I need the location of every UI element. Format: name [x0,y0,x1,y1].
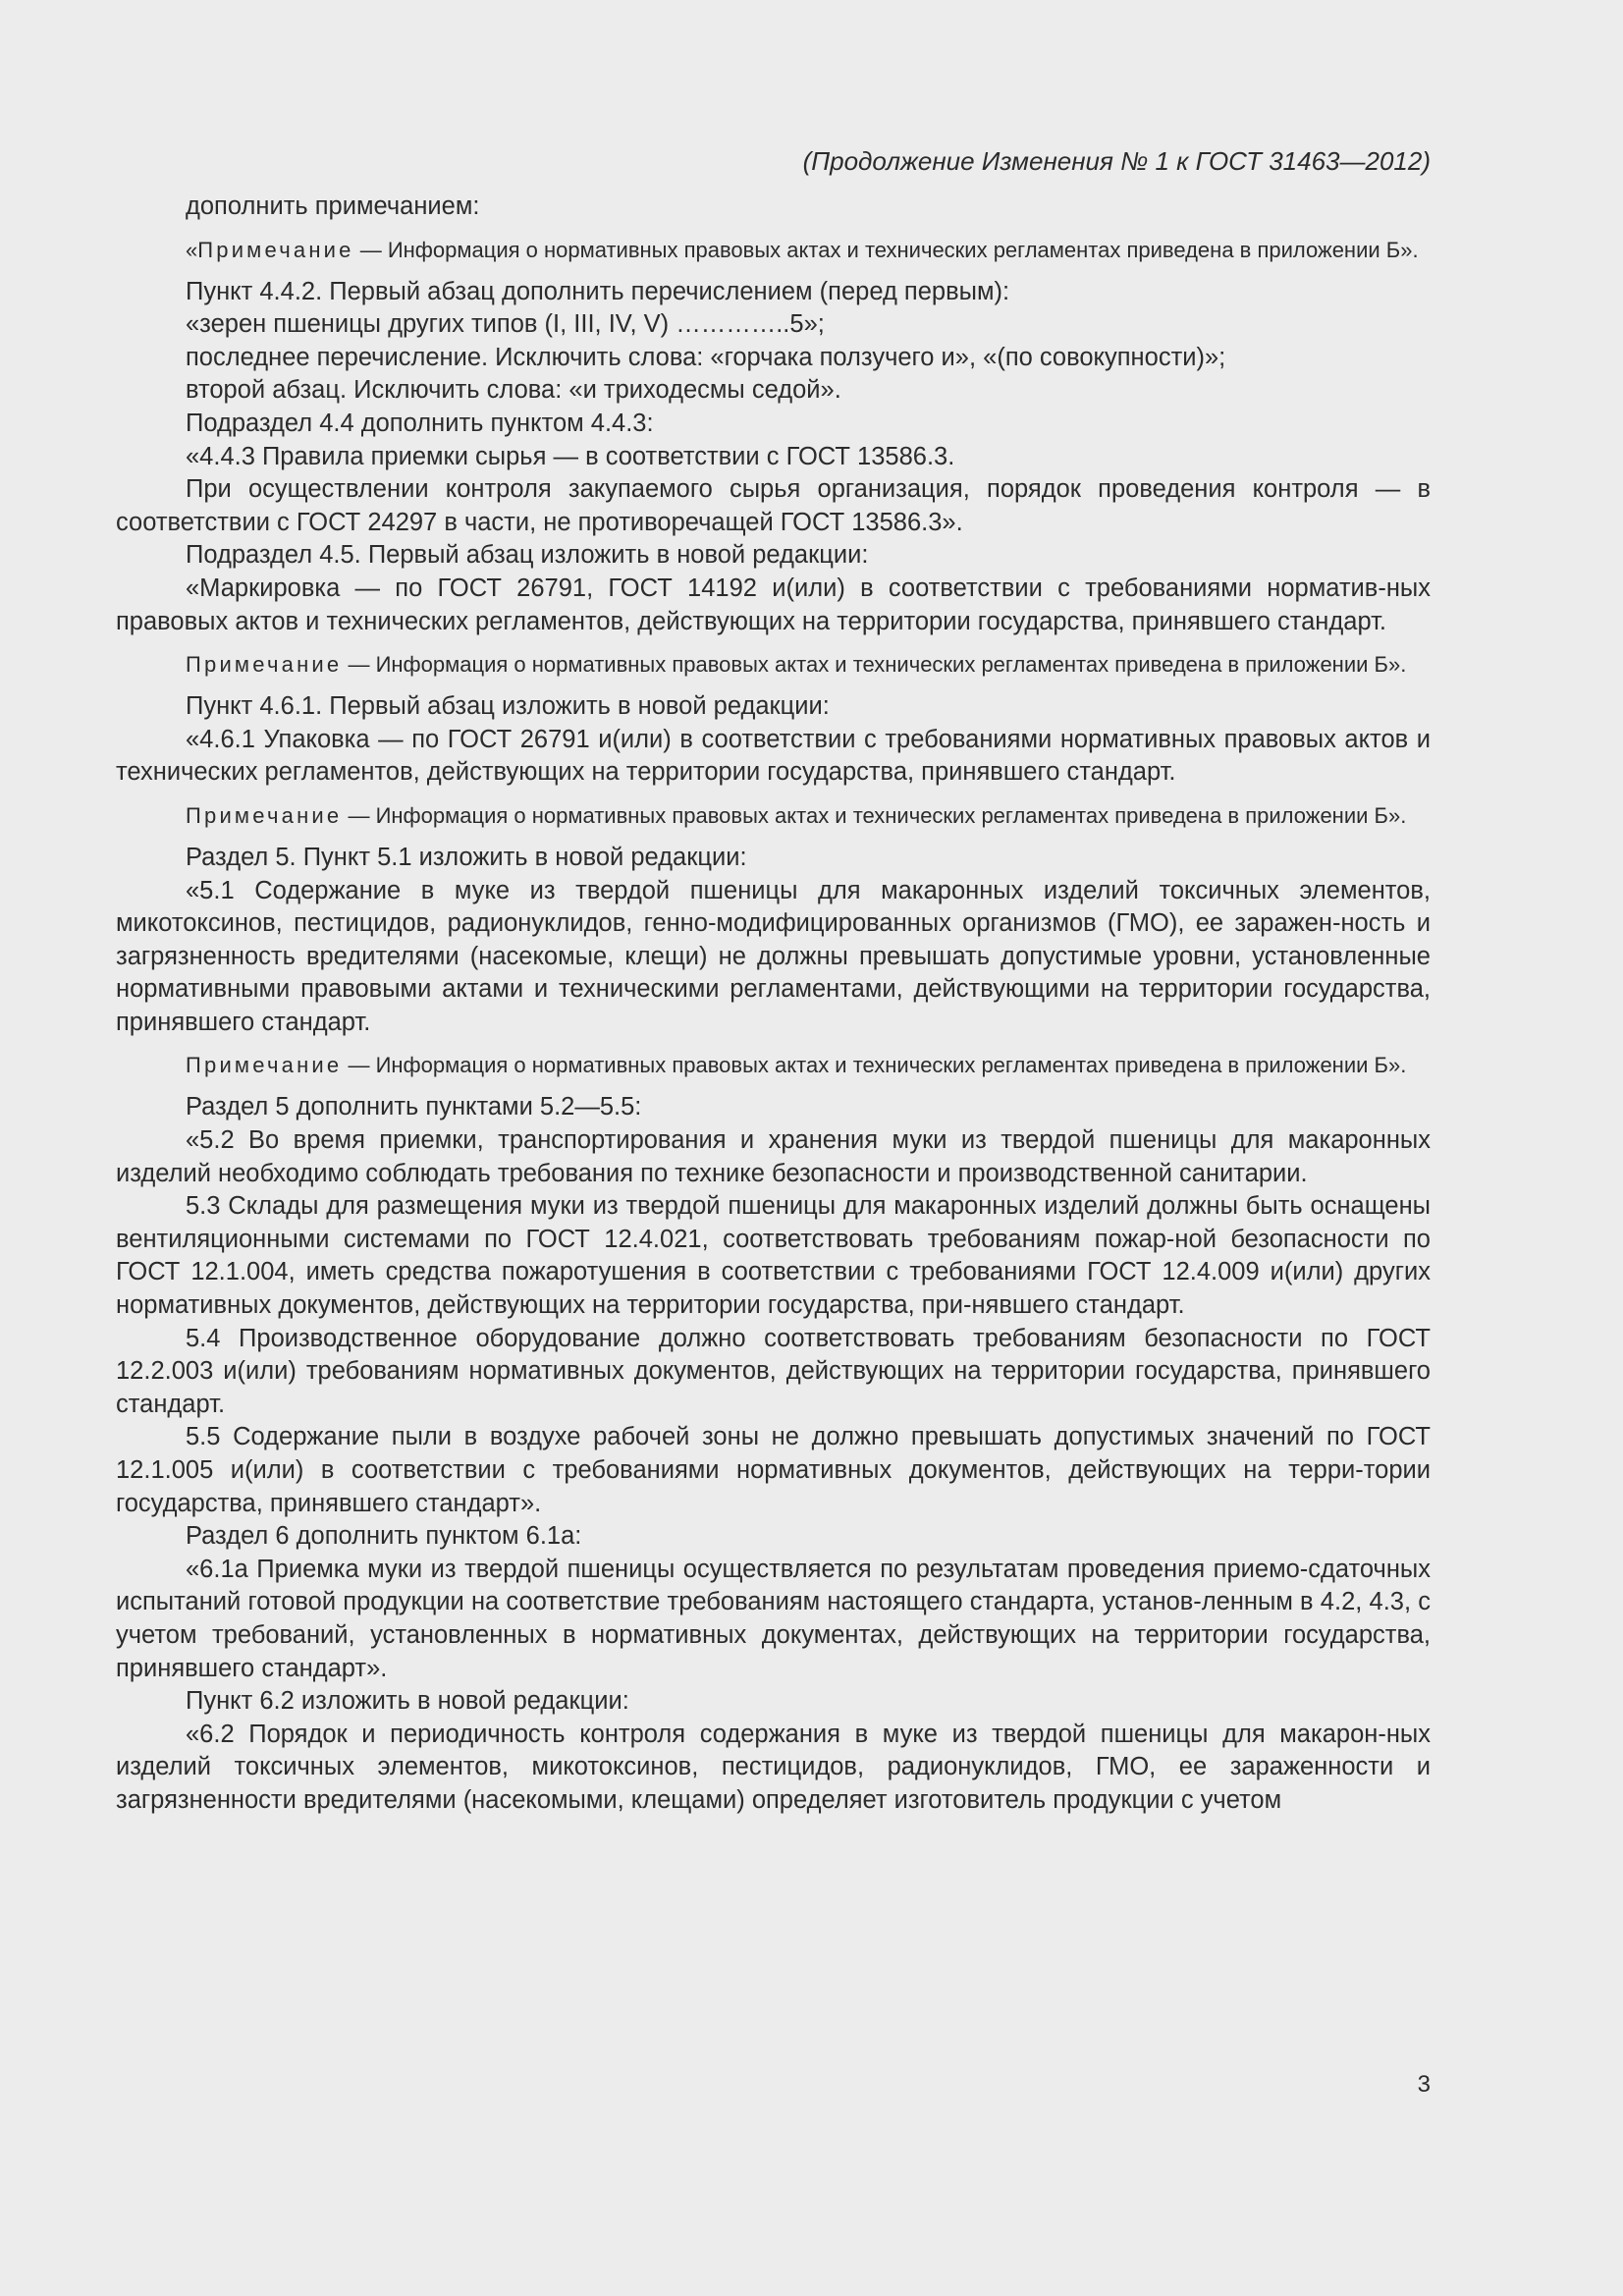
note-text: — Информация о нормативных правовых актах и технических регламентах приведена в приложении Б». [353,237,1419,262]
note-text: — Информация о нормативных правовых актах и технических регламентах приведена в приложении Б». [342,1053,1407,1078]
note-text: — Информация о нормативных правовых актах и технических регламентах приведена в приложении Б». [342,652,1407,678]
body-paragraph: 5.5 Содержание пыли в воздухе рабочей зоны не должно превышать допустимых значений по ГОСТ 12.1.005 и(или) в соответствии с требованиями нормативных документов, действующих на терри-тории государства, принявшего стандарт». [116,1423,1431,1517]
note-label: Примечание [197,237,354,262]
note-label: Примечание [186,802,343,828]
running-header: (Продолжение Изменения № 1 к ГОСТ 31463—2012) [802,146,1431,176]
body-paragraph: «4.4.3 Правила приемки сырья — в соответствии с ГОСТ 13586.3. [186,442,955,470]
body-paragraph: 5.4 Производственное оборудование должно соответствовать требованиям безопасности по ГОСТ 12.2.003 и(или) требованиям нормативных документов, действующих на территории государства, принявшего стандарт. [116,1324,1431,1418]
body-paragraph: «5.2 Во время приемки, транспортирования и хранения муки из твердой пшеницы для макаронных изделий необходимо соблюдать требования по технике безопасности и производственной санитарии. [116,1126,1431,1187]
body-paragraph: дополнить примечанием: [186,192,480,220]
body-paragraph: «6.2 Порядок и периодичность контроля содержания в муке из твердой пшеницы для макарон-ных изделий токсичных элементов, микотоксинов, пестицидов, радионуклидов, ГМО, ее зараженности и загрязненности вредителями (насекомыми, клещами) определяет изготовитель продукции с учетом [116,1720,1431,1814]
note-text: — Информация о нормативных правовых актах и технических регламентах приведена в приложении Б». [342,802,1407,828]
body-paragraph: «6.1а Приемка муки из твердой пшеницы осуществляется по результатам проведения приемо-сдаточных испытаний готовой продукции на соответствие требованиям настоящего стандарта, установ-ленным в 4.2, 4.3, с учетом требований, установленных в нормативных документах, действующих на территории государства, принявшего стандарт». [116,1555,1431,1682]
body-paragraph: Пункт 4.4.2. Первый абзац дополнить перечислением (перед первым): [186,277,1010,305]
body-paragraph: «зерен пшеницы других типов (I, III, IV, V) …………..5»; [186,310,825,339]
body-paragraph: Подраздел 4.5. Первый абзац изложить в новой редакции: [186,541,869,570]
body-paragraph: Раздел 6 дополнить пунктом 6.1а: [186,1522,582,1551]
body-paragraph: Пункт 6.2 изложить в новой редакции: [186,1687,629,1716]
document-body [116,191,1431,1818]
note-prefix: « [186,237,198,262]
note-paragraph [116,801,1431,830]
note-paragraph [116,236,1431,264]
body-paragraph: Подраздел 4.4 дополнить пунктом 4.4.3: [186,409,654,437]
body-paragraph: Раздел 5 дополнить пунктами 5.2—5.5: [186,1093,642,1121]
document-page [116,145,1431,1818]
note-label: Примечание [186,652,343,678]
note-label: Примечание [186,1053,343,1078]
body-paragraph: При осуществлении контроля закупаемого сырья организация, порядок проведения контроля — в соответствии с ГОСТ 24297 в части, не противоречащей ГОСТ 13586.3». [116,475,1431,536]
body-paragraph: второй абзац. Исключить слова: «и триходесмы седой». [186,376,841,405]
page-number: 3 [1417,2071,1431,2098]
body-paragraph: «5.1 Содержание в муке из твердой пшеницы для макаронных изделий токсичных элементов, микотоксинов, пестицидов, радионуклидов, генно-модифицированных организмов (ГМО), ее заражен-ность и загрязненность вредителями (насекомые, клещи) не должны превышать допустимые уровни, установленные нормативными правовыми актами и техническими регламентами, действующими на территории государства, принявшего стандарт. [116,876,1431,1036]
note-paragraph [116,1051,1431,1079]
body-paragraph: «Маркировка — по ГОСТ 26791, ГОСТ 14192 и(или) в соответствии с требованиями норматив-ных правовых актов и технических регламентов, действующих на территории государства, принявшего стандарт. [116,574,1431,635]
body-paragraph: Раздел 5. Пункт 5.1 изложить в новой редакции: [186,843,747,871]
note-paragraph [116,650,1431,679]
body-paragraph: Пункт 4.6.1. Первый абзац изложить в новой редакции: [186,692,830,721]
body-paragraph: последнее перечисление. Исключить слова: «горчака ползучего и», «(по совокупности)»; [186,343,1226,371]
body-paragraph: 5.3 Склады для размещения муки из твердой пшеницы для макаронных изделий должны быть оснащены вентиляционными системами по ГОСТ 12.4.021, соответствовать требованиям пожар-ной безопасности по ГОСТ 12.1.004, иметь средства пожаротушения в соответствии с требованиями ГОСТ 12.4.009 и(или) других нормативных документов, действующих на территории государства, при-нявшего стандарт. [116,1192,1431,1320]
body-paragraph: «4.6.1 Упаковка — по ГОСТ 26791 и(или) в соответствии с требованиями нормативных правовых актов и технических регламентов, действующих на территории государства, принявшего стандарт. [116,725,1431,787]
